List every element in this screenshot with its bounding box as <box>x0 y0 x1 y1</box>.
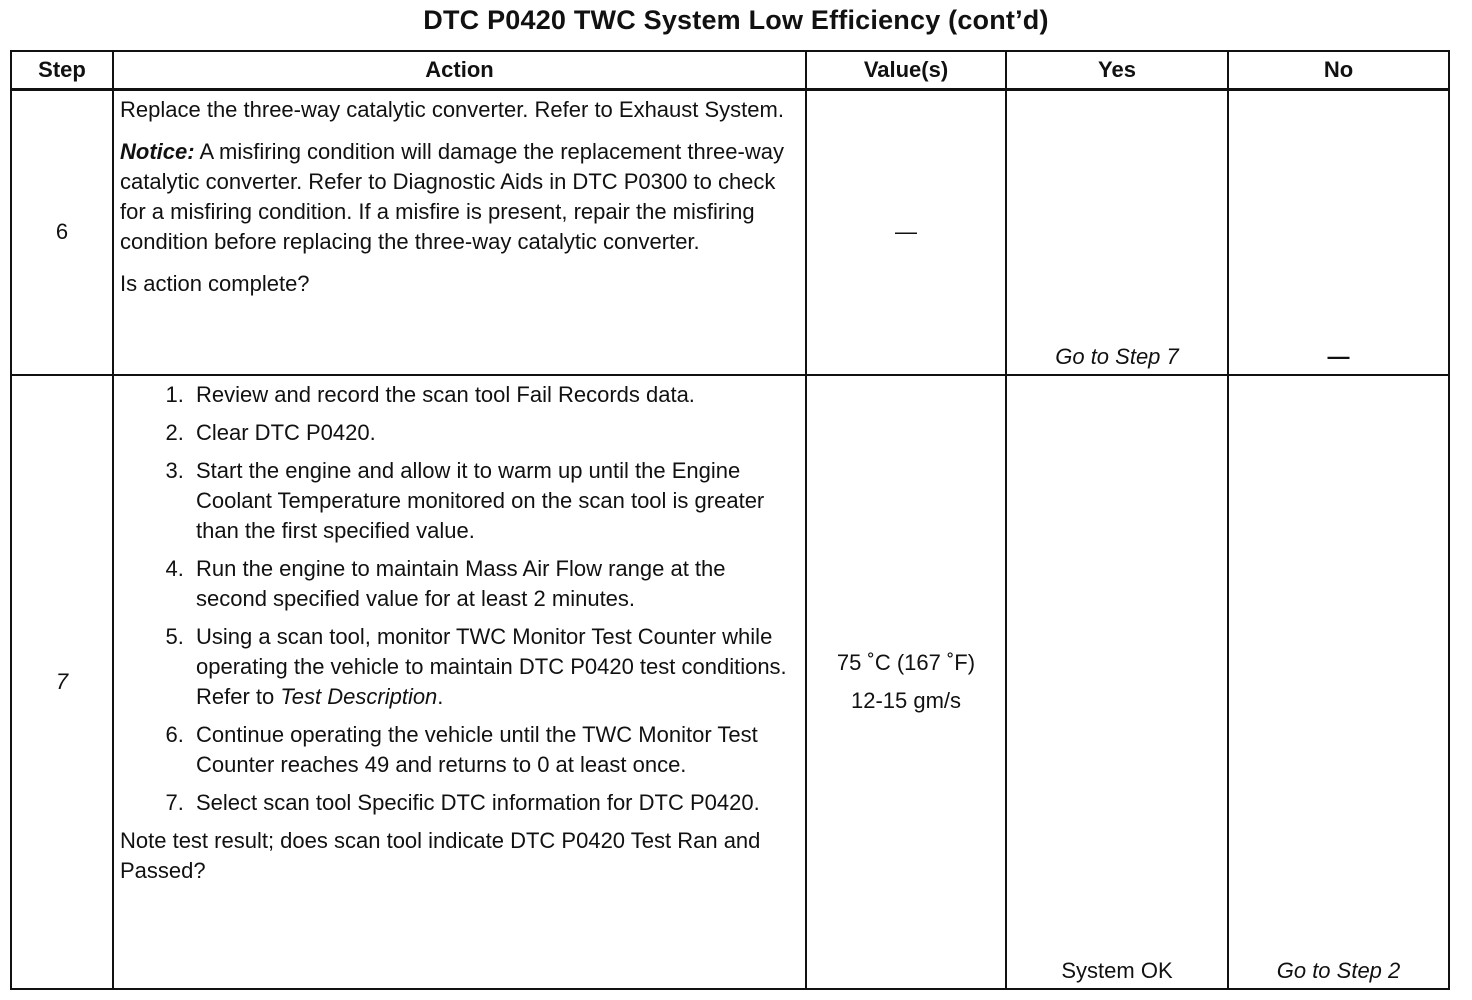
action-question: Is action complete? <box>120 271 310 296</box>
header-yes: Yes <box>1006 51 1228 90</box>
values-cell <box>806 90 1006 375</box>
yes-outcome: System OK <box>1006 375 1228 989</box>
header-no: No <box>1228 51 1449 90</box>
step-number: 6 <box>11 90 113 375</box>
action-intro: Replace the three-way catalytic converter. Refer to Exhaust System. <box>120 97 784 122</box>
procedure-step-end: . <box>437 683 444 709</box>
header-step: Step <box>11 51 113 90</box>
procedure-step: 3. Start the engine and allow it to warm up until the Engine Coolant Temperature monitored on the scan tool is greater than the first specified value. <box>190 456 799 546</box>
table-row-step-6 <box>11 90 1449 375</box>
action-notice <box>120 137 799 257</box>
header-action: Action <box>113 51 806 90</box>
yes-outcome: Go to Step 7 <box>1006 90 1228 375</box>
procedure-step-text: Using a scan tool, monitor TWC Monitor Test Counter while operating the vehicle to maintain DTC P0420 test conditions. Refer to <box>196 623 787 709</box>
action-cell <box>113 90 806 375</box>
diagnostic-table <box>10 50 1450 990</box>
page-title: DTC P0420 TWC System Low Efficiency (cont’d) <box>423 5 1049 35</box>
values-cell <box>806 375 1006 989</box>
no-outcome: — <box>1228 90 1449 375</box>
no-outcome: Go to Step 2 <box>1228 375 1449 989</box>
procedure-step <box>190 622 799 712</box>
action-question: Note test result; does scan tool indicate DTC P0420 Test Ran and Passed? <box>120 827 761 883</box>
procedure-step-reference: Test Description <box>280 683 438 709</box>
procedure-step: 7. Select scan tool Specific DTC information for DTC P0420. <box>190 788 799 818</box>
value-mass-air-flow: 12-15 gm/s <box>850 687 962 713</box>
header-values: Value(s) <box>806 51 1006 90</box>
value-temperature: 75 ˚C (167 ˚F) <box>836 649 976 675</box>
procedure-step: 1. Review and record the scan tool Fail Records data. <box>190 380 799 410</box>
notice-text: A misfiring condition will damage the replacement three-way catalytic converter. Refer to Diagnostic Aids in DTC P0300 to check for a misfiring condition. If a misfire is present, repair the misfiring condition before replacing the three-way catalytic converter. <box>120 139 784 254</box>
step-number: 7 <box>11 375 113 989</box>
procedure-step: 6. Continue operating the vehicle until the TWC Monitor Test Counter reaches 49 and returns to 0 at least once. <box>190 720 799 780</box>
procedure-list <box>120 380 799 818</box>
value-text: — <box>895 219 917 245</box>
procedure-step: 4. Run the engine to maintain Mass Air Flow range at the second specified value for at least 2 minutes. <box>190 554 799 614</box>
notice-label: Notice: <box>120 139 195 164</box>
action-cell <box>113 375 806 989</box>
table-header-row <box>11 51 1449 90</box>
table-row-step-7 <box>11 375 1449 989</box>
procedure-step: 2. Clear DTC P0420. <box>190 418 799 448</box>
